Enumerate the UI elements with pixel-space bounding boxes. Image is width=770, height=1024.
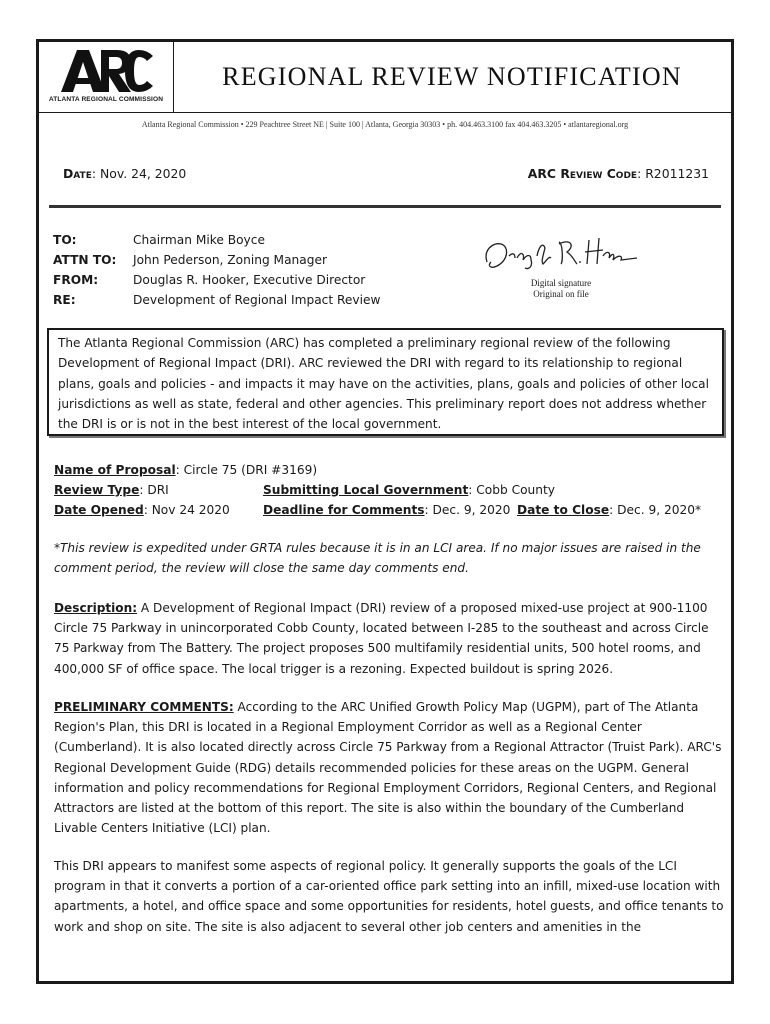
addressee-value: Douglas R. Hooker, Executive Director xyxy=(133,273,366,287)
addressee-value: Development of Regional Impact Review xyxy=(133,293,381,307)
description-label: Description: xyxy=(54,601,138,615)
description-text: A Development of Regional Impact (DRI) review of a proposed mixed-use project at 900-1100 Circle 75 Parkway in unincorporated Cobb County, located between I-285 to the southeast and across Circle 75 Parkway from The Battery. The project proposes 500 multifamily residential units, 500 hotel rooms, and 400,000 SF of office space. The local trigger is a rezoning. Expected buildout is spring 2026. xyxy=(54,601,709,676)
date-to-close: Date to Close: Dec. 9, 2020* xyxy=(517,503,702,517)
addressee-label: FROM: xyxy=(53,273,99,287)
addressee-to xyxy=(53,230,381,250)
addressee-value: Chairman Mike Boyce xyxy=(133,233,265,247)
addressee-re xyxy=(53,290,381,310)
date-to-close-label: Date to Close xyxy=(517,503,610,517)
expedited-note: *This review is expedited under GRTA rules because it is in an LCI area. If no major issues are raised in the comment period, the review will close the same day comments end. xyxy=(54,541,701,575)
comment-deadline-label: Deadline for Comments xyxy=(263,503,425,517)
document-page xyxy=(36,39,734,984)
description-paragraph xyxy=(54,598,724,679)
logo-subtitle: ATLANTA REGIONAL COMMISSION xyxy=(48,96,164,103)
date-value: Nov. 24, 2020 xyxy=(99,166,187,181)
review-code-label: ARC Review Code xyxy=(527,166,638,181)
review-code: ARC Review Code: R2011231 xyxy=(527,166,709,181)
signature-caption-line: Digital signature xyxy=(530,278,592,288)
submitting-government: Submitting Local Government: Cobb County xyxy=(263,483,555,497)
signature-caption-line: Original on file xyxy=(533,289,589,299)
signature-caption xyxy=(494,278,628,300)
date-opened-label: Date Opened xyxy=(54,503,144,517)
comment-deadline-value: Dec. 9, 2020 xyxy=(432,503,511,517)
field-row xyxy=(54,480,724,500)
arc-logo xyxy=(39,42,174,112)
comments-label: PRELIMINARY COMMENTS: xyxy=(54,700,234,714)
addressee-label: RE: xyxy=(53,293,76,307)
proposal-value: Circle 75 (DRI #3169) xyxy=(183,463,318,477)
submitting-government-label: Submitting Local Government xyxy=(263,483,469,497)
addressee-label: TO: xyxy=(53,233,77,247)
handwritten-signature xyxy=(479,232,639,276)
submitting-government-value: Cobb County xyxy=(476,483,555,497)
date-line: Date: Nov. 24, 2020 ARC Review Code: R2011231 xyxy=(63,166,709,181)
addressee-block xyxy=(53,230,381,310)
field-row xyxy=(54,500,724,520)
date-label: Date xyxy=(63,166,92,181)
addressee-attn xyxy=(53,250,381,270)
review-type: Review Type: DRI xyxy=(54,483,169,497)
header-divider xyxy=(49,205,721,208)
letterhead xyxy=(39,42,731,113)
addressee-value: John Pederson, Zoning Manager xyxy=(133,253,327,267)
review-type-label: Review Type xyxy=(54,483,140,497)
review-type-value: DRI xyxy=(147,483,169,497)
document-title: REGIONAL REVIEW NOTIFICATION xyxy=(222,62,682,91)
comments-paragraph xyxy=(54,697,724,838)
date-opened-value: Nov 24 2020 xyxy=(151,503,230,517)
policy-paragraph: This DRI appears to manifest some aspects of regional policy. It generally supports the goals of the LCI program in that it converts a portion of a car-oriented office park setting into an infill, mixed-use location with apartments, a hotel, and office space and some opportunities for residents, hotel guests, and office tenants to work and shop on site. The site is also adjacent to several other job centers and amenities in the xyxy=(54,859,724,934)
addressee-from xyxy=(53,270,381,290)
comments-text: According to the ARC Unified Growth Policy Map (UGPM), part of The Atlanta Region's Plan, this DRI is located in a Regional Employment Corridor as well as a Regional Center (Cumberland). It is also located directly across Circle 75 Parkway from a Regional Attractor (Truist Park). ARC's Regional Development Guide (RDG) details recommended policies for these areas on the UGPM. General information and policy recommendations for Regional Employment Corridors, Regional Centers, and Regional Attractors are listed at the bottom of this report. The site is also within the boundary of the Cumberland Livable Centers Initiative (LCI) plan. xyxy=(54,700,722,836)
intro-box: The Atlanta Regional Commission (ARC) has completed a preliminary regional review of the following Development of Regional Impact (DRI). ARC reviewed the DRI with regard to its relationship to regional plans, goals and policies - and impacts it may have on the activities, plans, goals and policies of other local jurisdictions as well as state, federal and other agencies. This preliminary report does not address whether the DRI is or is not in the best interest of the local government. xyxy=(47,328,724,436)
date-to-close-value: Dec. 9, 2020* xyxy=(617,503,702,517)
addressee-label: ATTN TO: xyxy=(53,253,117,267)
proposal-fields xyxy=(54,460,724,520)
date-opened: Date Opened: Nov 24 2020 xyxy=(54,503,230,517)
arc-logo-mark xyxy=(59,48,155,94)
proposal-label: Name of Proposal xyxy=(54,463,176,477)
review-code-value: R2011231 xyxy=(645,166,709,181)
address-line: Atlanta Regional Commission • 229 Peachtree Street NE | Suite 100 | Atlanta, Georgia 30303 • ph. 404.463.3100 fax 404.463.3205 • atlantaregional.org xyxy=(141,120,629,129)
comment-deadline: Deadline for Comments: Dec. 9, 2020 xyxy=(263,503,511,517)
field-row: Name of Proposal: Circle 75 (DRI #3169) xyxy=(54,463,318,477)
